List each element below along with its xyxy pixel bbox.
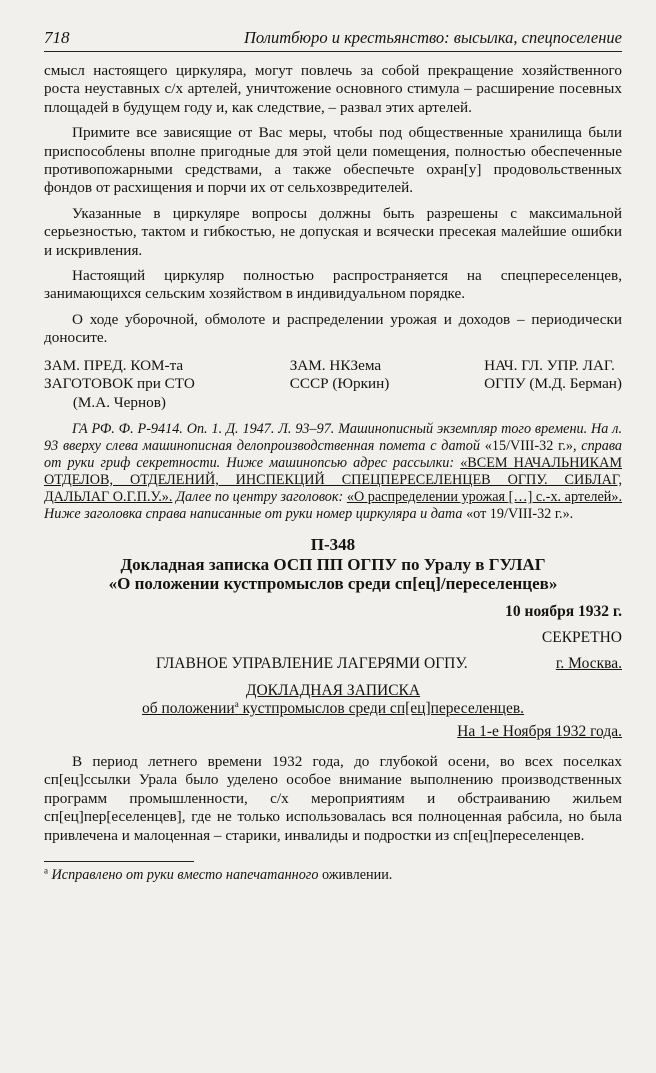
city: г. Москва. bbox=[555, 654, 622, 672]
as-of-date-text: На 1-е Ноября 1932 года. bbox=[457, 722, 622, 740]
as-of-date bbox=[44, 723, 622, 741]
document-title-line: «О положении кустпромыслов среди сп[ец]/переселенцев» bbox=[108, 574, 558, 594]
signature-line: ЗАМ. ПРЕД. КОМ-та bbox=[44, 356, 184, 374]
signature-line: НАЧ. ГЛ. УПР. ЛАГ. bbox=[484, 356, 615, 374]
footnote-italic-text: Исправлено от руки вместо напечатанного bbox=[48, 866, 319, 883]
footnote-plain-text: оживлении. bbox=[318, 866, 393, 883]
signature-chernov bbox=[44, 357, 195, 412]
addressee: ГЛАВНОЕ УПРАВЛЕНИЕ ЛАГЕРЯМИ ОГПУ. bbox=[156, 654, 468, 672]
memo-subtitle: об положении bbox=[141, 699, 235, 717]
signature-berman bbox=[484, 357, 622, 412]
archival-text: Ниже заголовка справа написанные от руки номер циркуляра и дата bbox=[44, 505, 467, 522]
document-date: 10 ноября 1932 г. bbox=[505, 602, 622, 620]
paragraph-2: Примите все зависящие от Вас меры, чтобы под общественные хранилища были приспособлены вполне пригодные для этой цели помещения, полностью обеспеченные противопожарными средствами, а также обеспечьте охран[у] продовольственных фондов от расхищения и порчи их от сельхозвредителей. bbox=[44, 124, 622, 197]
paragraph-1: смысл настоящего циркуляра, могут повлечь за собой прекращение хозяйственного роста неуставных с/х артелей, уничтожение основного стимула – расширение посевных площадей в будущем году и, как следствие, – развал этих артелей. bbox=[44, 62, 622, 116]
footnote-divider bbox=[44, 861, 194, 862]
archival-text: Далее по центру заголовок: bbox=[172, 488, 347, 505]
document-title-line: Докладная записка ОСП ПП ОГПУ по Уралу в ГУЛАГ bbox=[120, 554, 546, 574]
signature-name: ОГПУ (М.Д. Берман) bbox=[484, 375, 622, 393]
archival-quote: «ВСЕМ НАЧАЛЬНИКАМ ОТДЕЛОВ, ОТДЕЛЕНИЙ, ИНСПЕКЦИЙ СПЕЦПЕРЕСЕЛЕНЦЕВ ОГПУ. СИБЛАГ, ДАЛЬЛАГ О.Г.П.У.». bbox=[44, 454, 623, 505]
document-number: П-348 bbox=[310, 534, 356, 554]
signature-name: СССР (Юркин) bbox=[289, 375, 390, 393]
archival-text: ГА РФ. Ф. Р-9414. Оп. 1. Д. 1947. Л. 93–97. Машинописный экземпляр того времени. На л. 93 вверху слева машинописная делопроизводственная помета с датой bbox=[44, 420, 622, 454]
addressee-row bbox=[44, 655, 622, 673]
paragraph-5: О ходе уборочной, обмолоте и распределении урожая и доходов – периодически доносите. bbox=[44, 310, 622, 347]
footnote-reference: а bbox=[234, 698, 239, 709]
signature-line: ЗАМ. НКЗема bbox=[289, 356, 382, 374]
signature-line: ЗАГОТОВОК при СТО bbox=[44, 375, 195, 393]
footnote-marker: а bbox=[44, 865, 48, 876]
memo-subheading bbox=[44, 700, 622, 718]
classification-stamp: СЕКРЕТНО bbox=[541, 628, 622, 646]
paragraph-3: Указанные в циркуляре вопросы должны быть разрешены с максимальной серьезностью, тактом и гибкостью, не допуская и всячески пресекая малейшие ошибки и искривления. bbox=[44, 204, 622, 259]
memo-title: ДОКЛАДНАЯ ЗАПИСКА bbox=[245, 681, 421, 699]
archival-text: , справа от руки гриф секретности. Ниже машинопсью адрес рассылки: bbox=[44, 437, 623, 471]
running-header bbox=[44, 28, 622, 52]
archival-quote: «от 19/VIII-32 г.». bbox=[466, 505, 574, 522]
memo-heading bbox=[44, 682, 622, 700]
paragraph-4: Настоящий циркуляр полностью распространяется на спецпереселенцев, занимающихся сельским хозяйством в индивидуальном порядке. bbox=[44, 267, 622, 303]
archival-quote: «15/VIII-32 г.» bbox=[484, 437, 573, 454]
signature-name: (М.А. Чернов) bbox=[72, 393, 166, 411]
archival-quote: «О распределении урожая […] с.-х. артелей». bbox=[346, 488, 622, 505]
document-title bbox=[44, 555, 622, 594]
signature-block bbox=[44, 357, 622, 412]
running-title: Политбюро и крестьянство: высылка, спецпоселение bbox=[244, 28, 622, 47]
memo-subtitle: кустпромыслов среди сп[ец]переселенцев. bbox=[238, 699, 525, 717]
signature-yurkin bbox=[290, 357, 390, 412]
archival-note bbox=[44, 421, 622, 523]
page-number: 718 bbox=[44, 28, 70, 47]
memo-body-paragraph: В период летнего времени 1932 года, до глубокой осени, во всех поселках сп[ец]ссылки Урала было уделено особое внимание выполнению производственных программ промышленности, с/х мероприятиям и обстраиванию жильем сп[ец]пер[еселенцев], где не только использовалась вся полноценная рабсила, но была привлечена и малоценная – старики, инвалиды и подростки из сп[ец]переселенцев. bbox=[44, 752, 622, 844]
footnote bbox=[44, 867, 622, 884]
